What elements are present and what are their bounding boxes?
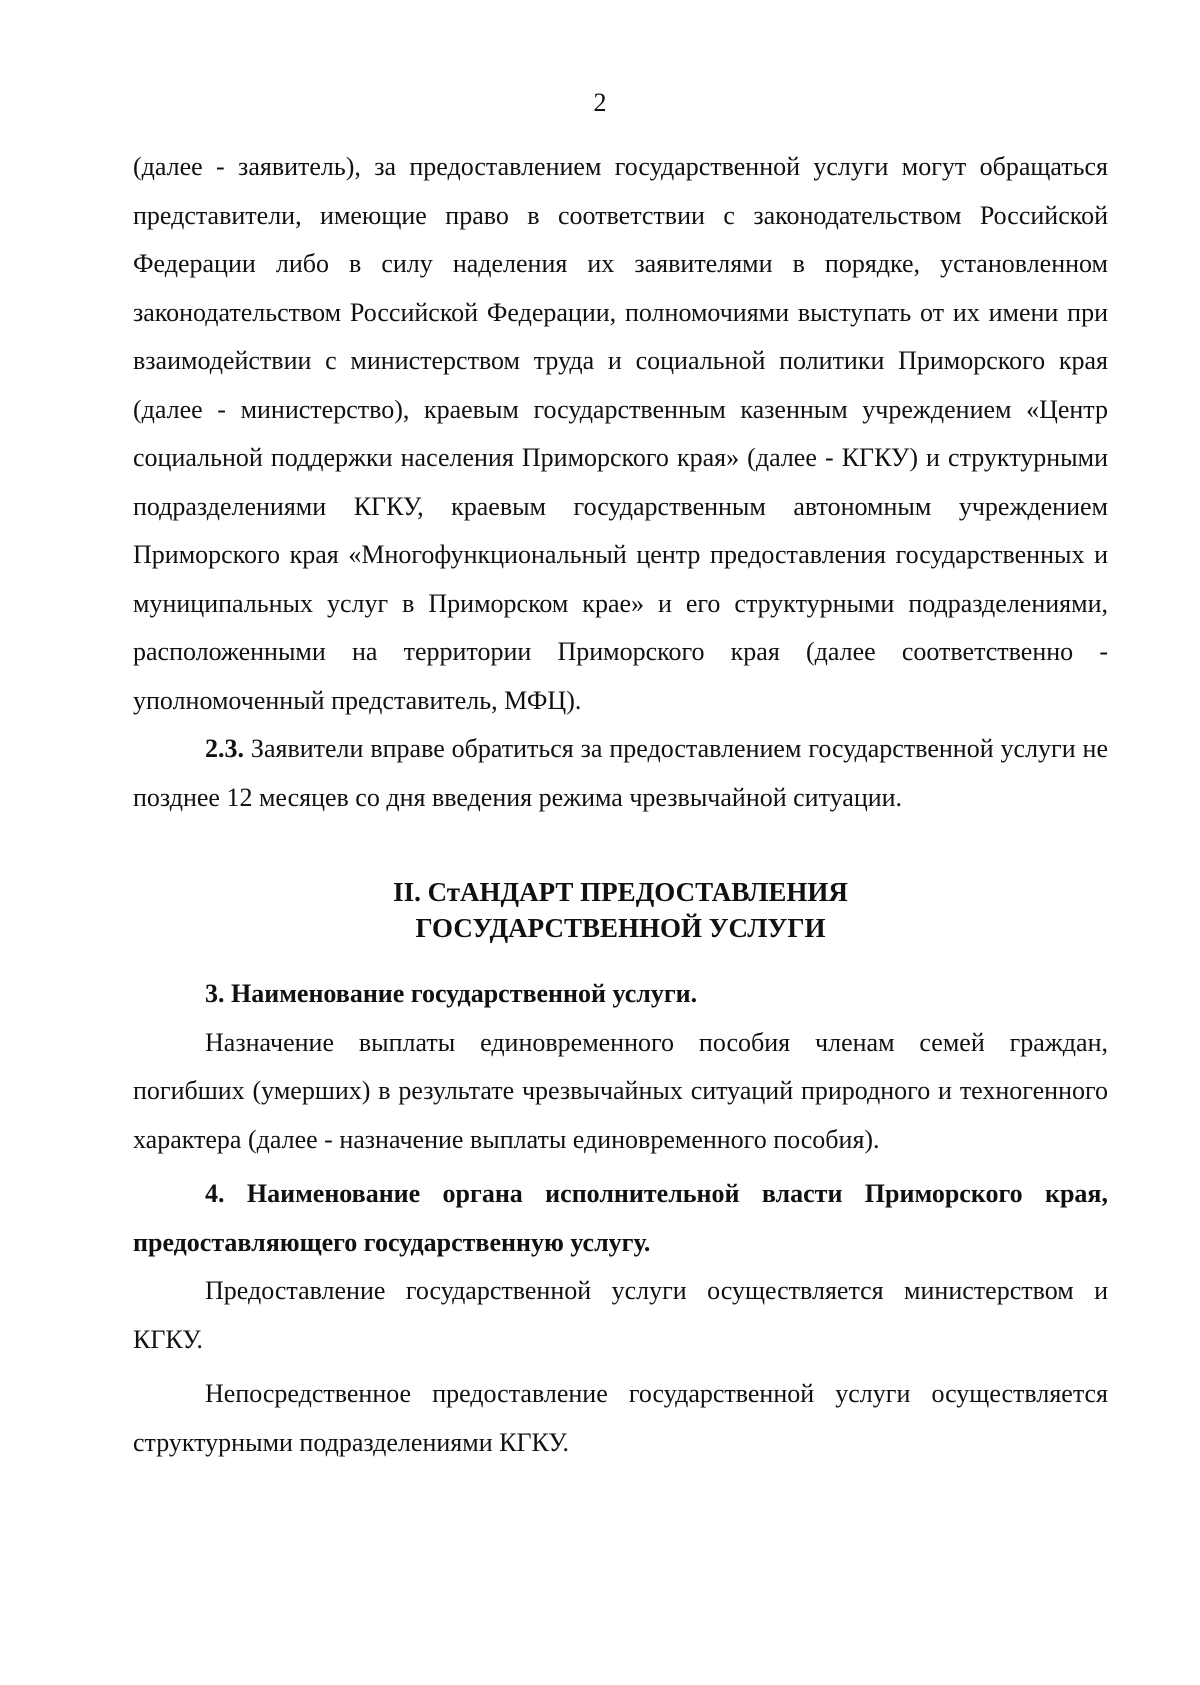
- section-title-line2: ГОСУДАРСТВЕННОЙ УСЛУГИ: [415, 913, 826, 943]
- item-2-3-text: Заявители вправе обратиться за предоставлением государственной услуги не позднее 12 месяцев со дня введения режима чрезвычайной ситуации.: [133, 734, 1108, 812]
- section-title: [133, 874, 1108, 946]
- section-title-line1: II. СтАНДАРТ ПРЕДОСТАВЛЕНИЯ: [393, 877, 848, 907]
- document-body: [133, 143, 1108, 1467]
- item-4-heading: 4. Наименование органа исполнительной власти Приморского края, предоставляющего государственную услугу.: [133, 1179, 1108, 1257]
- item-3-text: Назначение выплаты единовременного пособия членам семей граждан, погибших (умерших) в результате чрезвычайных ситуаций природного и техногенного характера (далее - назначение выплаты единовременного пособия).: [133, 1027, 1108, 1154]
- item-4-text-2: Непосредственное предоставление государственной услуги осуществляется структурными подразделениями КГКУ.: [133, 1379, 1108, 1457]
- paragraph-continuation: (далее - заявитель), за предоставлением государственной услуги могут обращаться представители, имеющие право в соответствии с законодательством Российской Федерации либо в силу наделения их заявителями в порядке, установленном законодательством Российской Федерации, полномочиями выступать от их имени при взаимодействии с министерством труда и социальной политики Приморского края (далее - министерство), краевым государственным казенным учреждением «Центр социальной поддержки населения Приморского края» (далее - КГКУ) и структурными подразделениями КГКУ, краевым государственным автономным учреждением Приморского края «Многофункциональный центр предоставления государственных и муниципальных услуг в Приморском крае» и его структурными подразделениями, расположенными на территории Приморского края (далее соответственно - уполномоченный представитель, МФЦ).: [133, 152, 1108, 715]
- item-3-heading: 3. Наименование государственной услуги.: [205, 979, 698, 1008]
- item-4-text-1: Предоставление государственной услуги осуществляется министерством и КГКУ.: [133, 1276, 1108, 1354]
- paragraph-item-2-3: [133, 725, 1108, 822]
- page-number: 2: [593, 88, 607, 117]
- item-2-3-number: 2.3.: [205, 734, 244, 763]
